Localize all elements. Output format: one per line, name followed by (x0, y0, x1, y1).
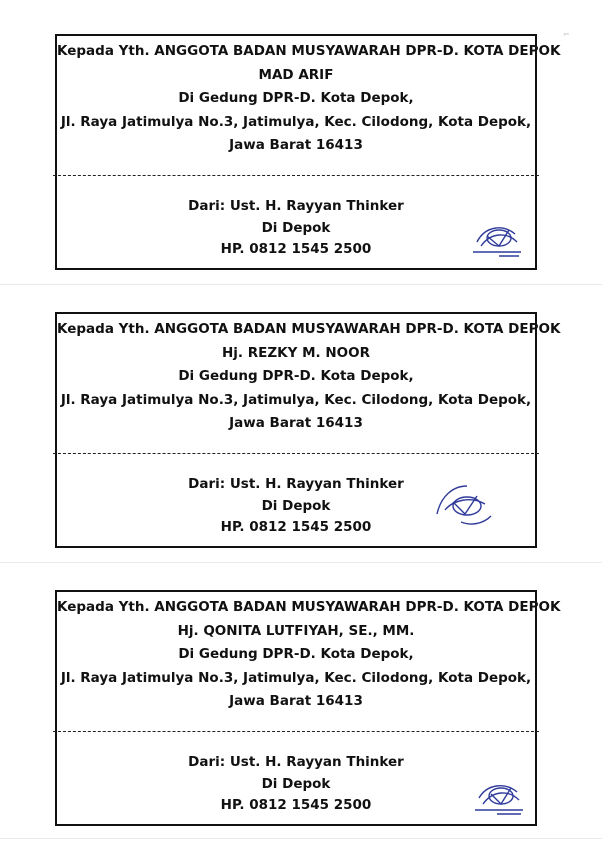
recipient-building: Di Gedung DPR-D. Kota Depok, (178, 646, 414, 662)
sender-phone: HP. 0812 1545 2500 (220, 519, 372, 535)
recipient-street: Jl. Raya Jatimulya No.3, Jatimulya, Kec. Cilodong, Kota Depok, (60, 391, 532, 408)
recipient-building: Di Gedung DPR-D. Kota Depok, (178, 368, 414, 384)
page-divider (0, 284, 602, 285)
sender-block (57, 752, 535, 817)
sender-block (57, 196, 535, 261)
address-label-3 (55, 590, 561, 826)
recipient-name: Hj. REZKY M. NOOR (221, 344, 370, 361)
address-label-1 (55, 34, 561, 270)
recipient-title: Kepada Yth. ANGGOTA BADAN MUSYAWARAH DPR-D. KOTA DEPOK (57, 321, 561, 337)
recipient-province: Jawa Barat 16413 (229, 415, 363, 431)
sender-name: Dari: Ust. H. Rayyan Thinker (188, 754, 404, 770)
recipient-province: Jawa Barat 16413 (229, 137, 363, 153)
postal-stamp-icon (431, 480, 497, 530)
postal-stamp-icon (471, 774, 527, 818)
cut-line (53, 453, 539, 454)
recipient-name: MAD ARIF (258, 66, 334, 83)
recipient-street: Jl. Raya Jatimulya No.3, Jatimulya, Kec. Cilodong, Kota Depok, (60, 669, 532, 686)
recipient-title: Kepada Yth. ANGGOTA BADAN MUSYAWARAH DPR-D. KOTA DEPOK (57, 599, 561, 615)
sender-phone: HP. 0812 1545 2500 (220, 241, 372, 257)
sender-phone: HP. 0812 1545 2500 (220, 797, 372, 813)
recipient-title: Kepada Yth. ANGGOTA BADAN MUSYAWARAH DPR-D. KOTA DEPOK (57, 43, 561, 59)
cut-line (53, 731, 539, 732)
sender-name: Dari: Ust. H. Rayyan Thinker (188, 476, 404, 492)
recipient-province: Jawa Barat 16413 (229, 693, 363, 709)
sender-city: Di Depok (261, 497, 331, 514)
sender-city: Di Depok (261, 219, 331, 236)
address-label-2 (55, 312, 561, 548)
postal-stamp-icon (469, 216, 525, 260)
corner-mark: ⌐ (563, 30, 570, 39)
recipient-block (57, 40, 561, 158)
recipient-street: Jl. Raya Jatimulya No.3, Jatimulya, Kec. Cilodong, Kota Depok, (60, 113, 532, 130)
page-divider (0, 562, 602, 563)
recipient-name: Hj. QONITA LUTFIYAH, SE., MM. (177, 622, 415, 639)
sender-city: Di Depok (261, 775, 331, 792)
recipient-block (57, 596, 561, 714)
page-divider (0, 838, 602, 839)
cut-line (53, 175, 539, 176)
recipient-block (57, 318, 561, 436)
recipient-building: Di Gedung DPR-D. Kota Depok, (178, 90, 414, 106)
sender-name: Dari: Ust. H. Rayyan Thinker (188, 198, 404, 214)
